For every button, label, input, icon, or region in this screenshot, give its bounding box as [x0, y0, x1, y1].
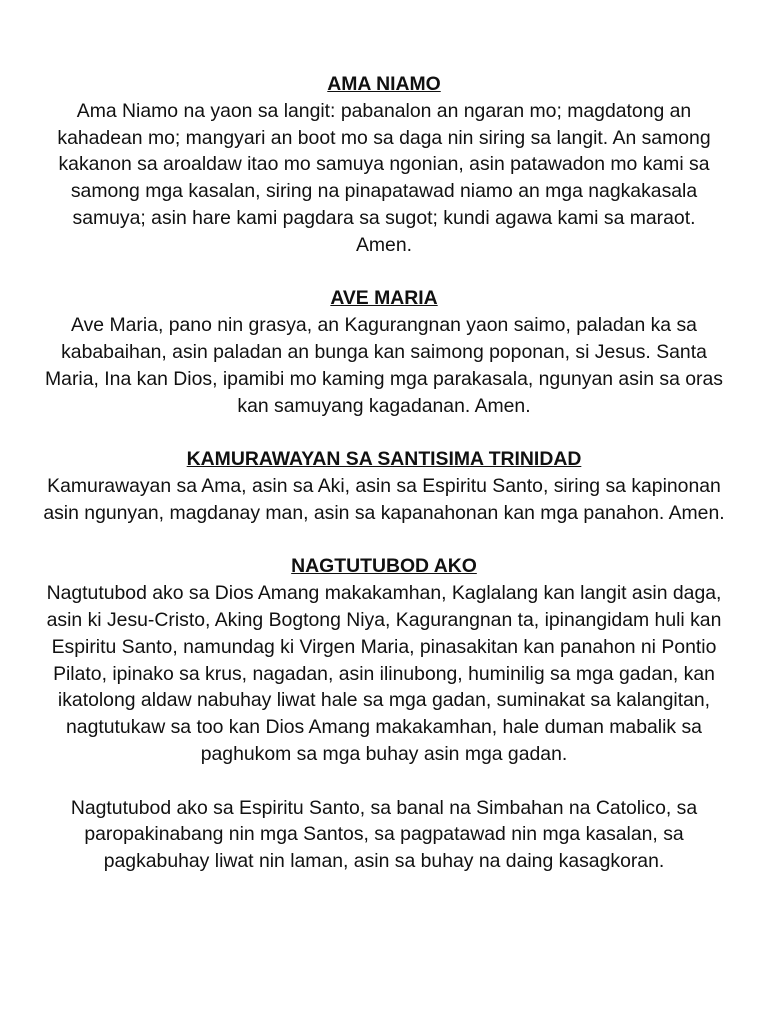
prayer-text: Nagtutubod ako sa Espiritu Santo, sa banal na Simbahan na Catolico, sa paropakinabang nin mga Santos, sa pagpatawad nin mga kasalan, sa pagkabuhay liwat nin laman, asin sa buhay na daing kasagkoran. — [70, 796, 698, 873]
document-page — [40, 71, 728, 902]
prayer-amen: Amen. — [355, 233, 413, 256]
prayer-kamurawayan — [40, 446, 728, 526]
prayer-text: Ama Niamo na yaon sa langit: pabanalon an ngaran mo; magdatong an kahadean mo; mangyari an boot mo sa daga nin siring sa langit. An samong kakanon sa aroaldaw itao mo samuya ngonian, asin patawadon mo kami sa samong mga kasalan, siring na pinapatawad niamo an mga nagkakasala samuya; asin hare kami pagdara sa sugot; kundi agawa kami sa maraot. — [57, 99, 711, 229]
section-heading: NAGTUTUBOD AKO — [291, 555, 477, 578]
section-heading: AMA NIAMO — [327, 73, 441, 95]
section-heading: AVE MARIA — [330, 287, 438, 310]
prayer-text: Ave Maria, pano nin grasya, an Kagurangnan yaon saimo, paladan ka sa kababaihan, asin paladan an bunga kan saimong poponan, si Jesus. Santa Maria, Ina kan Dios, ipamibi mo kaming mga parakasala, ngunyan asin sa oras kan samuyang kagadanan. Amen. — [45, 314, 723, 417]
prayer-text: Nagtutubod ako sa Dios Amang makakamhan, Kaglalang kan langit asin daga, asin ki Jesu-Cristo, Aking Bogtong Niya, Kagurangnan ta, ipinangidam huli kan Espiritu Santo, namundag ki Virgen Maria, pinasakitan kan panahon ni Pontio Pilato, ipinako sa krus, nagadan, asin ilinubong, huminilig sa mga gadan, kan ikatolong aldaw nabuhay liwat hale sa mga gadan, suminakat sa kalangitan, nagtutukaw sa too kan Dios Amang makakamhan, hale duman mabalik sa paghukom sa mga buhay asin mga gadan. — [46, 582, 722, 765]
prayer-nagtutubod-ako — [40, 553, 728, 767]
section-heading: KAMURAWAYAN SA SANTISIMA TRINIDAD — [186, 448, 582, 471]
prayer-ave-maria — [40, 285, 728, 419]
prayer-ama-niamo — [40, 71, 728, 259]
prayer-nagtutubod-ako-continued — [40, 795, 728, 875]
prayer-text: Kamurawayan sa Ama, asin sa Aki, asin sa Espiritu Santo, siring sa kapinonan asin ngunyan, magdanay man, asin sa kapanahonan kan mga panahon. Amen. — [43, 474, 725, 524]
